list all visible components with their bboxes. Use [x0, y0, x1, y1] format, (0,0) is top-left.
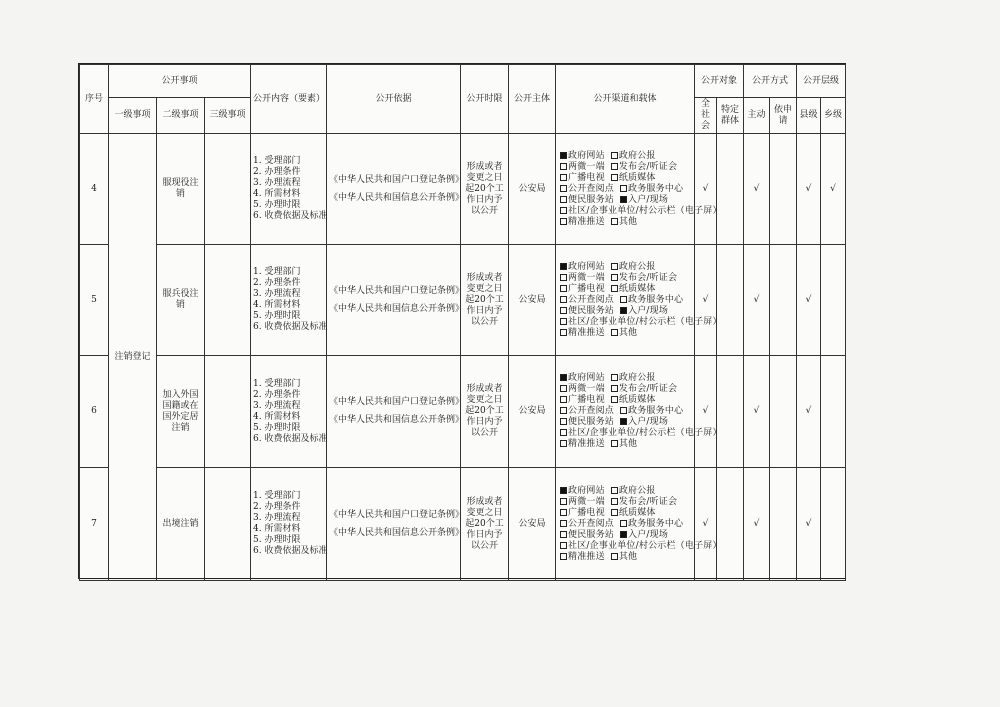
empty-box-icon [611, 263, 618, 270]
channel-line [560, 406, 692, 417]
channel-label: 精准推送 [568, 439, 605, 449]
header-tier: 公开层级 [797, 65, 846, 98]
header-level2: 二级事项 [157, 98, 205, 134]
channel-label: 政府公报 [618, 261, 656, 272]
channel-label: 社区/企事业单位/村公示栏（电子屏） [568, 316, 722, 327]
check-all [695, 468, 717, 581]
empty-box-icon [611, 374, 618, 381]
empty-box-icon [560, 207, 567, 214]
table-row [80, 134, 846, 245]
header-tier-county: 县级 [797, 98, 821, 134]
check-request [770, 245, 797, 356]
channel-label: 精准推送 [568, 327, 605, 338]
row-subject: 公安局 [509, 356, 556, 468]
empty-box-icon [611, 163, 618, 170]
content-item: 5. 办理时限 [253, 311, 301, 321]
channel-label: 发布会/听证会 [618, 161, 678, 172]
channel-line [560, 162, 692, 173]
empty-box-icon [611, 274, 618, 281]
header-method-active: 主动 [744, 98, 770, 134]
content-item: 1. 受理部门 [253, 267, 301, 277]
row-seq: 4 [80, 134, 109, 245]
check-mark: √ [753, 183, 760, 194]
row-time-limit: 形成或者变更之日起20个工作日内予以公开 [461, 134, 509, 245]
content-item: 4. 所需材料 [253, 300, 301, 310]
channel-line [560, 295, 692, 306]
row-level2: 服现役注销 [157, 134, 205, 245]
row-content [251, 134, 327, 245]
empty-box-icon [611, 385, 618, 392]
empty-box-icon [560, 542, 567, 549]
header-time-limit: 公开时限 [461, 65, 509, 134]
channel-line [560, 497, 692, 508]
content-item: 3. 办理流程 [253, 289, 301, 299]
basis-item: 《中华人民共和国户口登记条例》 [329, 285, 465, 296]
check-active [744, 134, 770, 245]
empty-box-icon [560, 329, 567, 336]
header-matters: 公开事项 [109, 65, 251, 98]
empty-box-icon [611, 218, 618, 225]
basis-item: 《中华人民共和国信息公开条例》 [329, 527, 465, 538]
content-item: 6. 收费依据及标准 [253, 211, 328, 221]
channel-label: 便民服务站 [568, 417, 615, 427]
row-time-limit: 形成或者变更之日起20个工作日内予以公开 [461, 245, 509, 356]
content-item: 4. 所需材料 [253, 524, 301, 534]
table-row [80, 468, 846, 581]
content-item: 2. 办理条件 [253, 278, 301, 288]
empty-box-icon [560, 429, 567, 436]
channel-label: 两微一端 [568, 161, 605, 172]
content-item: 3. 办理流程 [253, 513, 301, 523]
check-all [695, 134, 717, 245]
content-item: 5. 办理时限 [253, 422, 301, 433]
channel-label: 其他 [618, 551, 638, 562]
channel-label: 广播电视 [568, 172, 605, 183]
empty-box-icon [620, 520, 627, 527]
header-method-request: 依申请 [770, 98, 797, 134]
channel-label: 入户/现场 [628, 417, 669, 427]
empty-box-icon [560, 520, 567, 527]
empty-box-icon [611, 553, 618, 560]
header-content: 公开内容（要素） [251, 65, 327, 134]
channel-label: 公开查阅点 [568, 294, 615, 305]
channel-label: 便民服务站 [568, 529, 615, 540]
row-seq: 7 [80, 468, 109, 581]
table-body [80, 134, 846, 581]
channel-line [560, 417, 692, 428]
row-level3 [205, 245, 251, 356]
check-mark: √ [702, 183, 709, 194]
content-item: 5. 办理时限 [253, 200, 301, 210]
empty-box-icon [560, 531, 567, 538]
empty-box-icon [560, 307, 567, 314]
empty-box-icon [560, 498, 567, 505]
empty-box-icon [560, 174, 567, 181]
empty-box-icon [560, 285, 567, 292]
header-audience: 公开对象 [695, 65, 744, 98]
content-item: 4. 所需材料 [253, 189, 301, 199]
empty-box-icon [560, 163, 567, 170]
row-level3 [205, 356, 251, 468]
empty-box-icon [560, 196, 567, 203]
channel-label: 发布会/听证会 [618, 272, 678, 283]
empty-box-icon [560, 418, 567, 425]
content-item: 2. 办理条件 [253, 389, 301, 400]
check-mark: √ [805, 294, 812, 305]
content-item: 2. 办理条件 [253, 167, 301, 177]
row-level2: 服兵役注销 [157, 245, 205, 356]
table-row [80, 356, 846, 468]
row-basis [327, 356, 465, 468]
channel-line [560, 530, 692, 541]
channel-label: 两微一端 [568, 384, 605, 394]
check-all [695, 245, 717, 356]
channel-label: 精准推送 [568, 216, 605, 227]
empty-box-icon [560, 440, 567, 447]
empty-box-icon [611, 498, 618, 505]
empty-box-icon [611, 509, 618, 516]
row-content [251, 356, 327, 468]
channel-label: 公开查阅点 [568, 406, 615, 416]
row-level2: 出境注销 [157, 468, 205, 581]
channel-label: 两微一端 [568, 496, 605, 507]
check-mark: √ [702, 406, 709, 416]
check-mark: √ [830, 183, 836, 194]
checked-box-icon [620, 418, 627, 425]
channel-label: 入户/现场 [628, 194, 669, 205]
channel-label: 社区/企事业单位/村公示栏（电子屏） [568, 428, 722, 438]
empty-box-icon [560, 296, 567, 303]
basis-item: 《中华人民共和国户口登记条例》 [329, 509, 465, 520]
check-specific [717, 245, 744, 356]
channel-label: 入户/现场 [628, 529, 669, 540]
channel-label: 广播电视 [568, 395, 605, 405]
check-mark: √ [805, 518, 812, 529]
channel-label: 其他 [618, 216, 638, 227]
row-subject: 公安局 [509, 134, 556, 245]
check-township [821, 134, 846, 245]
empty-box-icon [620, 185, 627, 192]
row-seq: 6 [80, 356, 109, 468]
row-channels [556, 134, 722, 245]
channel-label: 公开查阅点 [568, 518, 615, 529]
channel-label: 政府网站 [568, 261, 605, 272]
header-method: 公开方式 [744, 65, 797, 98]
row-level3 [205, 134, 251, 245]
checked-box-icon [620, 196, 627, 203]
header-audience-specific: 特定群体 [717, 98, 744, 134]
channel-label: 便民服务站 [568, 305, 615, 316]
channel-label: 发布会/听证会 [618, 496, 678, 507]
channel-label: 政府公报 [618, 485, 656, 496]
check-mark: √ [702, 294, 709, 305]
check-request [770, 134, 797, 245]
empty-box-icon [560, 509, 567, 516]
row-time-limit: 形成或者变更之日起20个工作日内予以公开 [461, 468, 509, 581]
channel-label: 精准推送 [568, 551, 605, 562]
channel-label: 两微一端 [568, 272, 605, 283]
channel-line [560, 486, 692, 497]
content-item: 6. 收费依据及标准 [253, 433, 328, 444]
group-level1: 注销登记 [109, 134, 157, 581]
channel-line [560, 439, 692, 450]
row-subject: 公安局 [509, 468, 556, 581]
channel-line [560, 508, 692, 519]
row-subject: 公安局 [509, 245, 556, 356]
content-item: 2. 办理条件 [253, 502, 301, 512]
channel-line [560, 306, 692, 317]
channel-line [560, 328, 692, 339]
check-specific [717, 468, 744, 581]
content-item: 6. 收费依据及标准 [253, 546, 328, 556]
header-tier-township: 乡级 [821, 98, 846, 134]
channel-line [560, 273, 692, 284]
empty-box-icon [611, 440, 618, 447]
channel-line [560, 151, 692, 162]
checked-box-icon [560, 487, 567, 494]
empty-box-icon [611, 487, 618, 494]
empty-box-icon [560, 274, 567, 281]
empty-box-icon [611, 329, 618, 336]
channel-label: 政务服务中心 [628, 183, 684, 194]
checked-box-icon [620, 307, 627, 314]
row-channels [556, 245, 722, 356]
check-active [744, 356, 770, 468]
empty-box-icon [611, 174, 618, 181]
check-mark: √ [805, 183, 812, 194]
empty-box-icon [560, 407, 567, 414]
channel-label: 政府公报 [618, 373, 656, 383]
channel-label: 发布会/听证会 [618, 384, 678, 394]
row-basis [327, 468, 465, 581]
content-item: 5. 办理时限 [253, 535, 301, 545]
row-basis [327, 134, 465, 245]
basis-item: 《中华人民共和国户口登记条例》 [329, 397, 465, 407]
row-level2: 加入外国国籍或在国外定居注销 [157, 356, 205, 468]
empty-box-icon [620, 296, 627, 303]
channel-line [560, 284, 692, 295]
row-level3 [205, 468, 251, 581]
empty-box-icon [560, 396, 567, 403]
check-mark: √ [753, 518, 760, 529]
row-channels [556, 356, 722, 468]
channel-line [560, 184, 692, 195]
header-audience-all: 全社会 [695, 98, 717, 134]
checked-box-icon [620, 531, 627, 538]
channel-line [560, 173, 692, 184]
empty-box-icon [560, 185, 567, 192]
row-channels [556, 468, 722, 581]
basis-item: 《中华人民共和国户口登记条例》 [329, 174, 465, 185]
header-level3: 三级事项 [205, 98, 251, 134]
check-request [770, 356, 797, 468]
empty-box-icon [611, 152, 618, 159]
check-active [744, 468, 770, 581]
disclosure-table-sheet [78, 63, 846, 579]
content-item: 1. 受理部门 [253, 491, 301, 501]
header-channels: 公开渠道和载体 [556, 65, 695, 134]
check-mark: √ [805, 406, 812, 416]
empty-box-icon [611, 285, 618, 292]
content-item: 6. 收费依据及标准 [253, 322, 328, 332]
content-item: 3. 办理流程 [253, 178, 301, 188]
content-item: 1. 受理部门 [253, 156, 301, 166]
channel-line [560, 373, 692, 384]
header-basis: 公开依据 [327, 65, 461, 134]
row-seq: 5 [80, 245, 109, 356]
row-basis [327, 245, 465, 356]
row-time-limit: 形成或者变更之日起20个工作日内予以公开 [461, 356, 509, 468]
checked-box-icon [560, 263, 567, 270]
empty-box-icon [611, 396, 618, 403]
channel-line [560, 540, 722, 552]
channel-label: 政府网站 [568, 373, 605, 383]
channel-label: 政务服务中心 [628, 518, 684, 529]
empty-box-icon [560, 553, 567, 560]
check-county [797, 134, 821, 245]
check-county [797, 468, 821, 581]
channel-label: 纸质媒体 [618, 507, 656, 518]
empty-box-icon [560, 318, 567, 325]
channel-label: 其他 [618, 439, 638, 449]
channel-label: 社区/企事业单位/村公示栏（电子屏） [568, 540, 722, 551]
channel-line [560, 552, 692, 563]
check-mark: √ [702, 518, 709, 529]
content-item: 3. 办理流程 [253, 400, 301, 411]
empty-box-icon [560, 385, 567, 392]
check-active [744, 245, 770, 356]
channel-line [560, 519, 692, 530]
check-county [797, 245, 821, 356]
channel-label: 入户/现场 [628, 305, 669, 316]
channel-label: 政务服务中心 [628, 406, 684, 416]
basis-item: 《中华人民共和国信息公开条例》 [329, 303, 465, 314]
checked-box-icon [560, 152, 567, 159]
basis-item: 《中华人民共和国信息公开条例》 [329, 192, 465, 203]
empty-box-icon [560, 218, 567, 225]
row-content [251, 245, 327, 356]
row-content [251, 468, 327, 581]
check-township [821, 468, 846, 581]
disclosure-table [79, 64, 846, 581]
channel-line [560, 384, 692, 395]
check-township [821, 245, 846, 356]
check-all [695, 356, 717, 468]
header-level1: 一级事项 [109, 98, 157, 134]
channel-label: 广播电视 [568, 283, 605, 294]
check-township [821, 356, 846, 468]
channel-label: 纸质媒体 [618, 283, 656, 294]
channel-line [560, 428, 722, 439]
channel-label: 广播电视 [568, 507, 605, 518]
check-mark: √ [753, 294, 760, 305]
channel-label: 政府网站 [568, 150, 605, 161]
channel-label: 政府公报 [618, 150, 656, 161]
channel-line [560, 262, 692, 273]
channel-label: 纸质媒体 [618, 395, 656, 405]
checked-box-icon [560, 374, 567, 381]
channel-line [560, 395, 692, 406]
header-seq: 序号 [80, 65, 109, 134]
check-request [770, 468, 797, 581]
check-county [797, 356, 821, 468]
channel-label: 便民服务站 [568, 194, 615, 205]
channel-line [560, 205, 722, 217]
check-specific [717, 134, 744, 245]
channel-label: 政府网站 [568, 485, 605, 496]
content-item: 4. 所需材料 [253, 411, 301, 422]
header-subject: 公开主体 [509, 65, 556, 134]
basis-item: 《中华人民共和国信息公开条例》 [329, 415, 465, 425]
channel-label: 社区/企事业单位/村公示栏（电子屏） [568, 205, 722, 216]
empty-box-icon [620, 407, 627, 414]
channel-label: 公开查阅点 [568, 183, 615, 194]
table-row [80, 245, 846, 356]
channel-line [560, 195, 692, 206]
channel-label: 其他 [618, 327, 638, 338]
check-mark: √ [753, 406, 760, 416]
channel-line [560, 316, 722, 328]
content-item: 1. 受理部门 [253, 378, 301, 389]
channel-line [560, 217, 692, 228]
channel-label: 政务服务中心 [628, 294, 684, 305]
channel-label: 纸质媒体 [618, 172, 656, 183]
check-specific [717, 356, 744, 468]
